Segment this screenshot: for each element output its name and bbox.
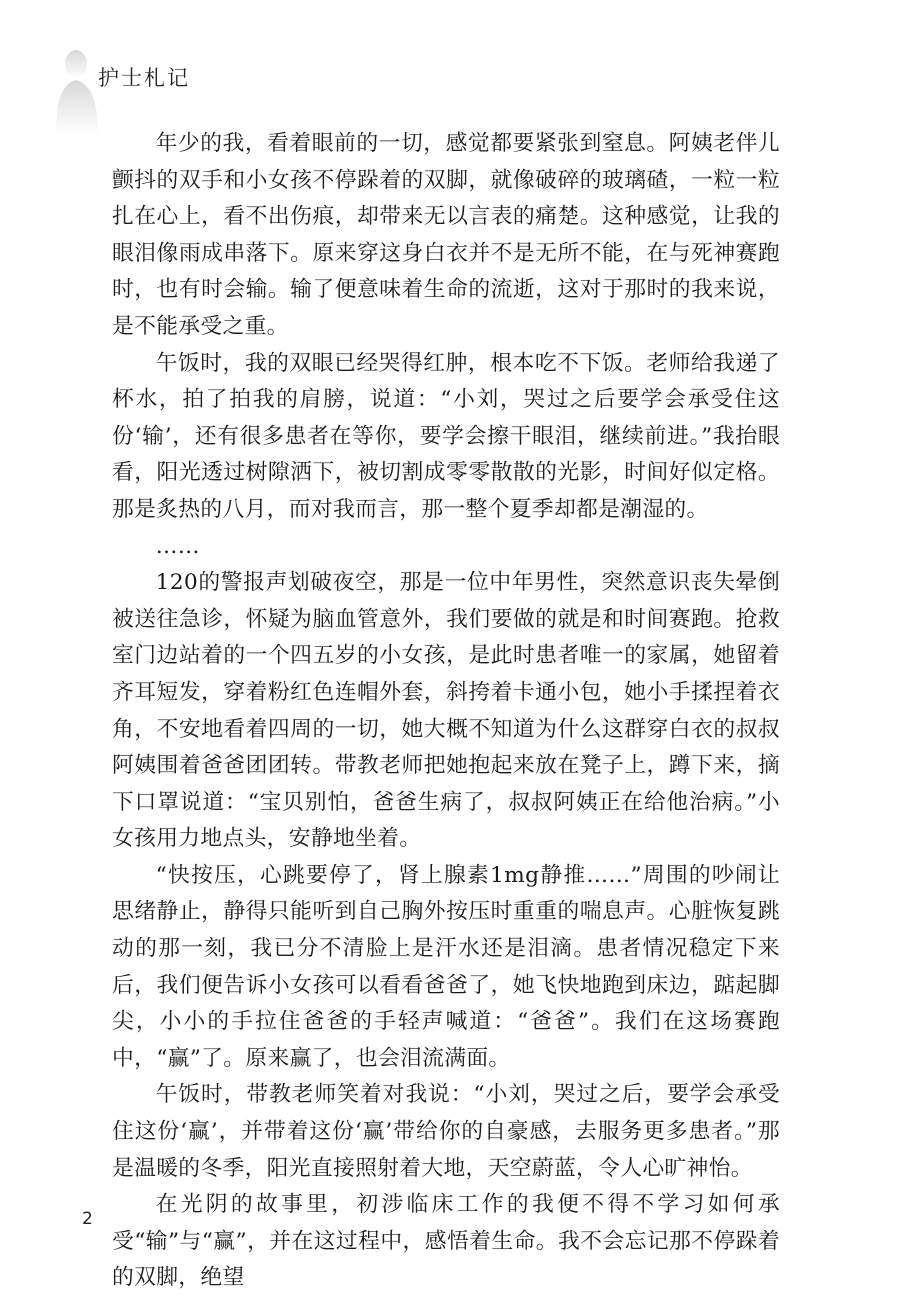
- paragraph: 年少的我，看着眼前的一切，感觉都要紧张到窒息。阿姨老伴儿颤抖的双手和小女孩不停跺着的双脚，就像破碎的玻璃碴，一粒一粒扎在心上，看不出伤痕，却带来无以言表的痛楚。这种感觉，让我的眼泪像雨成串落下。原来穿这身白衣并不是无所不能，在与死神赛跑时，也有时会输。输了便意味着生命的流逝，这对于那时的我来说，是不能承受之重。: [112, 131, 780, 339]
- paragraph: 午饭时，我的双眼已经哭得红肿，根本吃不下饭。老师给我递了杯水，拍了拍我的肩膀，说道：“小刘，哭过之后要学会承受住这份‘输’，还有很多患者在等你，要学会擦干眼泪，继续前进。”我抬眼看，阳光透过树隙洒下，被切割成零零散散的光影，时间好似定格。那是炙热的八月，而对我而言，那一整个夏季却都是潮湿的。: [112, 350, 780, 522]
- running-header: [48, 44, 248, 134]
- paragraph: 120的警报声划破夜空，那是一位中年男性，突然意识丧失晕倒被送往急诊，怀疑为脑血管意外，我们要做的就是和时间赛跑。抢救室门边站着的一个四五岁的小女孩，是此时患者唯一的家属，她留着齐耳短发，穿着粉红色连帽外套，斜挎着卡通小包，她小手揉捏着衣角，不安地看着四周的一切，她大概不知道为什么这群穿白衣的叔叔阿姨围着爸爸团团转。带教老师把她抱起来放在凳子上，蹲下来，摘下口罩说道：“宝贝别怕，爸爸生病了，叔叔阿姨正在给他治病。”小女孩用力地点头，安静地坐着。: [112, 570, 780, 852]
- ellipsis-separator: ……: [155, 533, 200, 559]
- header-title: 护士札记: [98, 66, 190, 90]
- page-number: 2: [82, 1209, 93, 1229]
- body-text: [112, 126, 780, 1297]
- paragraph: 午饭时，带教老师笑着对我说：“小刘，哭过之后，要学会承受住这份‘赢’，并带着这份‘赢’带给你的自豪感，去服务更多患者。”那是温暖的冬季，阳光直接照射着大地，天空蔚蓝，令人心旷神怡。: [112, 1082, 780, 1181]
- paragraph: “快按压，心跳要停了，肾上腺素1mg静推……”周围的吵闹让思绪静止，静得只能听到自己胸外按压时重重的喘息声。心脏恢复跳动的那一刻，我已分不清脸上是汗水还是泪滴。患者情况稳定下来后，我们便告诉小女孩可以看看爸爸了，她飞快地跑到床边，踮起脚尖，小小的手拉住爸爸的手轻声喊道：“爸爸”。我们在这场赛跑中，“赢”了。原来赢了，也会泪流满面。: [112, 862, 780, 1071]
- paragraph: 在光阴的故事里，初涉临床工作的我便不得不学习如何承受“输”与“赢”，并在这过程中，感悟着生命。我不会忘记那不停跺着的双脚，绝望: [112, 1192, 780, 1291]
